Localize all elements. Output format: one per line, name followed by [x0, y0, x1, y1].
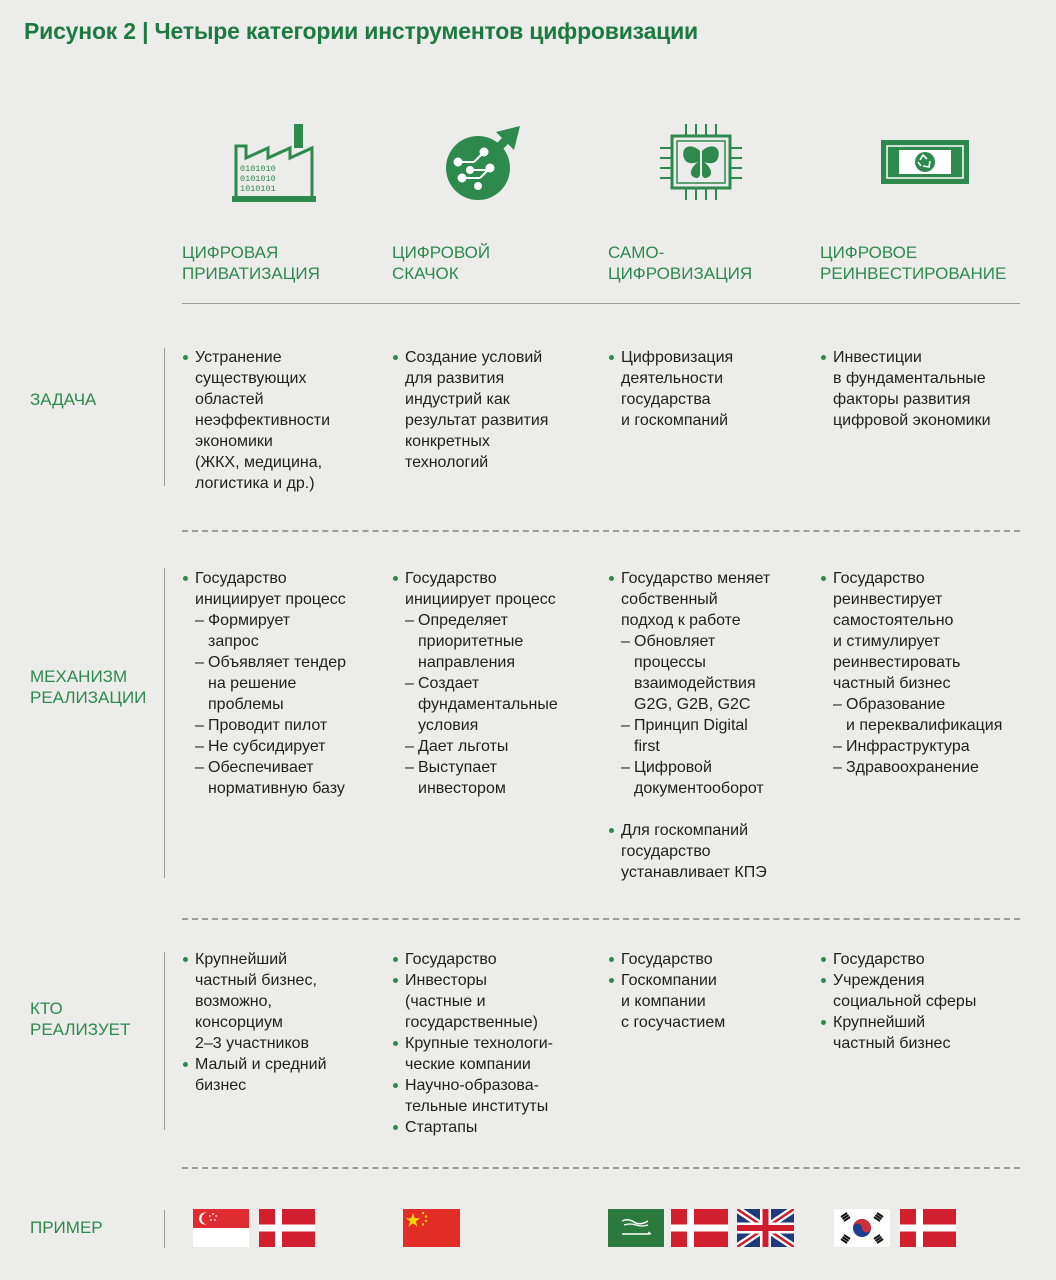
cell-task-2	[392, 347, 597, 473]
row-label-example: ПРИМЕР	[30, 1218, 103, 1237]
row-separator	[182, 1167, 1020, 1169]
bullet-item: Государство реинвестирует самостоятельно и стимулирует реинвестировать частный бизнес	[820, 568, 1035, 694]
dash-item: – Принцип Digital first	[608, 715, 813, 757]
row-separator	[182, 530, 1020, 532]
cell-who-3	[608, 949, 813, 1033]
bullet-item: Государство инициирует процесс	[392, 568, 597, 610]
cell-mechanism-3	[608, 568, 813, 883]
banknote-recycle-icon	[879, 138, 971, 186]
bullet-item: Малый и средний бизнес	[182, 1054, 382, 1096]
bullet-item: Для госкомпаний государство устанавливает КПЭ	[608, 820, 813, 883]
bullet-item: Цифровизация деятельности государства и госкомпаний	[608, 347, 813, 431]
svg-text:1010101: 1010101	[240, 184, 276, 194]
svg-text:0101010: 0101010	[240, 174, 276, 184]
bullet-item: Госкомпании и компании с госучастием	[608, 970, 813, 1033]
cell-who-4	[820, 949, 1030, 1054]
row-label-task: ЗАДАЧА	[30, 390, 97, 409]
singapore-flag	[193, 1209, 249, 1247]
cell-task-4	[820, 347, 1030, 431]
dash-item: – Обновляет процессы взаимодействия G2G, G2B, G2C	[608, 631, 813, 715]
factory-binary-icon	[228, 122, 320, 204]
dash-item: – Проводит пилот	[182, 715, 387, 736]
dash-item: – Образование и переквалификация	[820, 694, 1035, 736]
row-divider-task	[164, 348, 165, 486]
cell-who-2	[392, 949, 602, 1138]
dash-item: – Выступает инвестором	[392, 757, 597, 799]
row-separator	[182, 918, 1020, 920]
dash-item: – Объявляет тендер на решение проблемы	[182, 652, 387, 715]
cell-mechanism-1	[182, 568, 387, 799]
bullet-item: Создание условий для развития индустрий как результат развития конкретных технологий	[392, 347, 597, 473]
bullet-item: Стартапы	[392, 1117, 602, 1138]
bullet-item: Крупнейший частный бизнес	[820, 1012, 1030, 1054]
dash-item: – Обеспечивает нормативную базу	[182, 757, 387, 799]
cell-mechanism-2	[392, 568, 597, 799]
dash-item: – Определяет приоритетные направления	[392, 610, 597, 673]
bullet-item: Научно-образова- тельные институты	[392, 1075, 602, 1117]
dash-item: – Дает льготы	[392, 736, 597, 757]
row-label-who: КТО РЕАЛИЗУЕТ	[30, 999, 131, 1039]
bullet-item: Инвестиции в фундаментальные факторы развития цифровой экономики	[820, 347, 1030, 431]
bullet-item: Государство	[820, 949, 1030, 970]
uk-flag	[737, 1209, 794, 1247]
dash-item: – Формирует запрос	[182, 610, 387, 652]
dash-item: – Не субсидирует	[182, 736, 387, 757]
dash-item: – Инфраструктура	[820, 736, 1035, 757]
cell-who-1	[182, 949, 382, 1096]
row-divider-example	[164, 1210, 165, 1248]
denmark-flag	[671, 1209, 728, 1247]
south-korea-flag	[834, 1209, 890, 1247]
bullet-item: Государство меняет собственный подход к работе	[608, 568, 813, 631]
figure-title: Рисунок 2 | Четыре категории инструментов цифровизации	[24, 18, 698, 44]
column-header-digital-leap: ЦИФРОВОЙ СКАЧОК	[392, 243, 491, 283]
bullet-item: Крупнейший частный бизнес, возможно, консорциум 2–3 участников	[182, 949, 382, 1054]
dash-item: – Создает фундаментальные условия	[392, 673, 597, 736]
china-flag	[403, 1209, 460, 1247]
bullet-item: Инвесторы (частные и государственные)	[392, 970, 602, 1033]
row-divider-mechanism	[164, 568, 165, 878]
bullet-item: Государство	[608, 949, 813, 970]
denmark-flag	[259, 1209, 315, 1247]
svg-text:0101010: 0101010	[240, 164, 276, 174]
chip-butterfly-icon	[658, 122, 744, 204]
bullet-item: Государство	[392, 949, 602, 970]
denmark-flag	[900, 1209, 956, 1247]
column-header-digital-privatization: ЦИФРОВАЯ ПРИВАТИЗАЦИЯ	[182, 243, 320, 283]
row-label-mechanism: МЕХАНИЗМ РЕАЛИЗАЦИИ	[30, 667, 147, 707]
bullet-item: Государство инициирует процесс	[182, 568, 387, 610]
header-divider	[182, 303, 1020, 304]
row-divider-who	[164, 952, 165, 1130]
column-header-digital-reinvestment: ЦИФРОВОЕ РЕИНВЕСТИРОВАНИЕ	[820, 243, 1007, 283]
cell-task-3	[608, 347, 813, 431]
dash-item: – Цифровой документооборот	[608, 757, 813, 799]
circuit-growth-arrow-icon	[440, 122, 526, 206]
bullet-item: Крупные технологи- ческие компании	[392, 1033, 602, 1075]
dash-item: – Здравоохранение	[820, 757, 1035, 778]
cell-task-1	[182, 347, 382, 494]
cell-mechanism-4	[820, 568, 1035, 778]
bullet-item: Учреждения социальной сферы	[820, 970, 1030, 1012]
bullet-item: Устранение существующих областей неэффективности экономики (ЖКХ, медицина, логистика и др.)	[182, 347, 382, 494]
saudi-arabia-flag	[608, 1209, 664, 1247]
column-header-self-digitalization: САМО- ЦИФРОВИЗАЦИЯ	[608, 243, 753, 283]
